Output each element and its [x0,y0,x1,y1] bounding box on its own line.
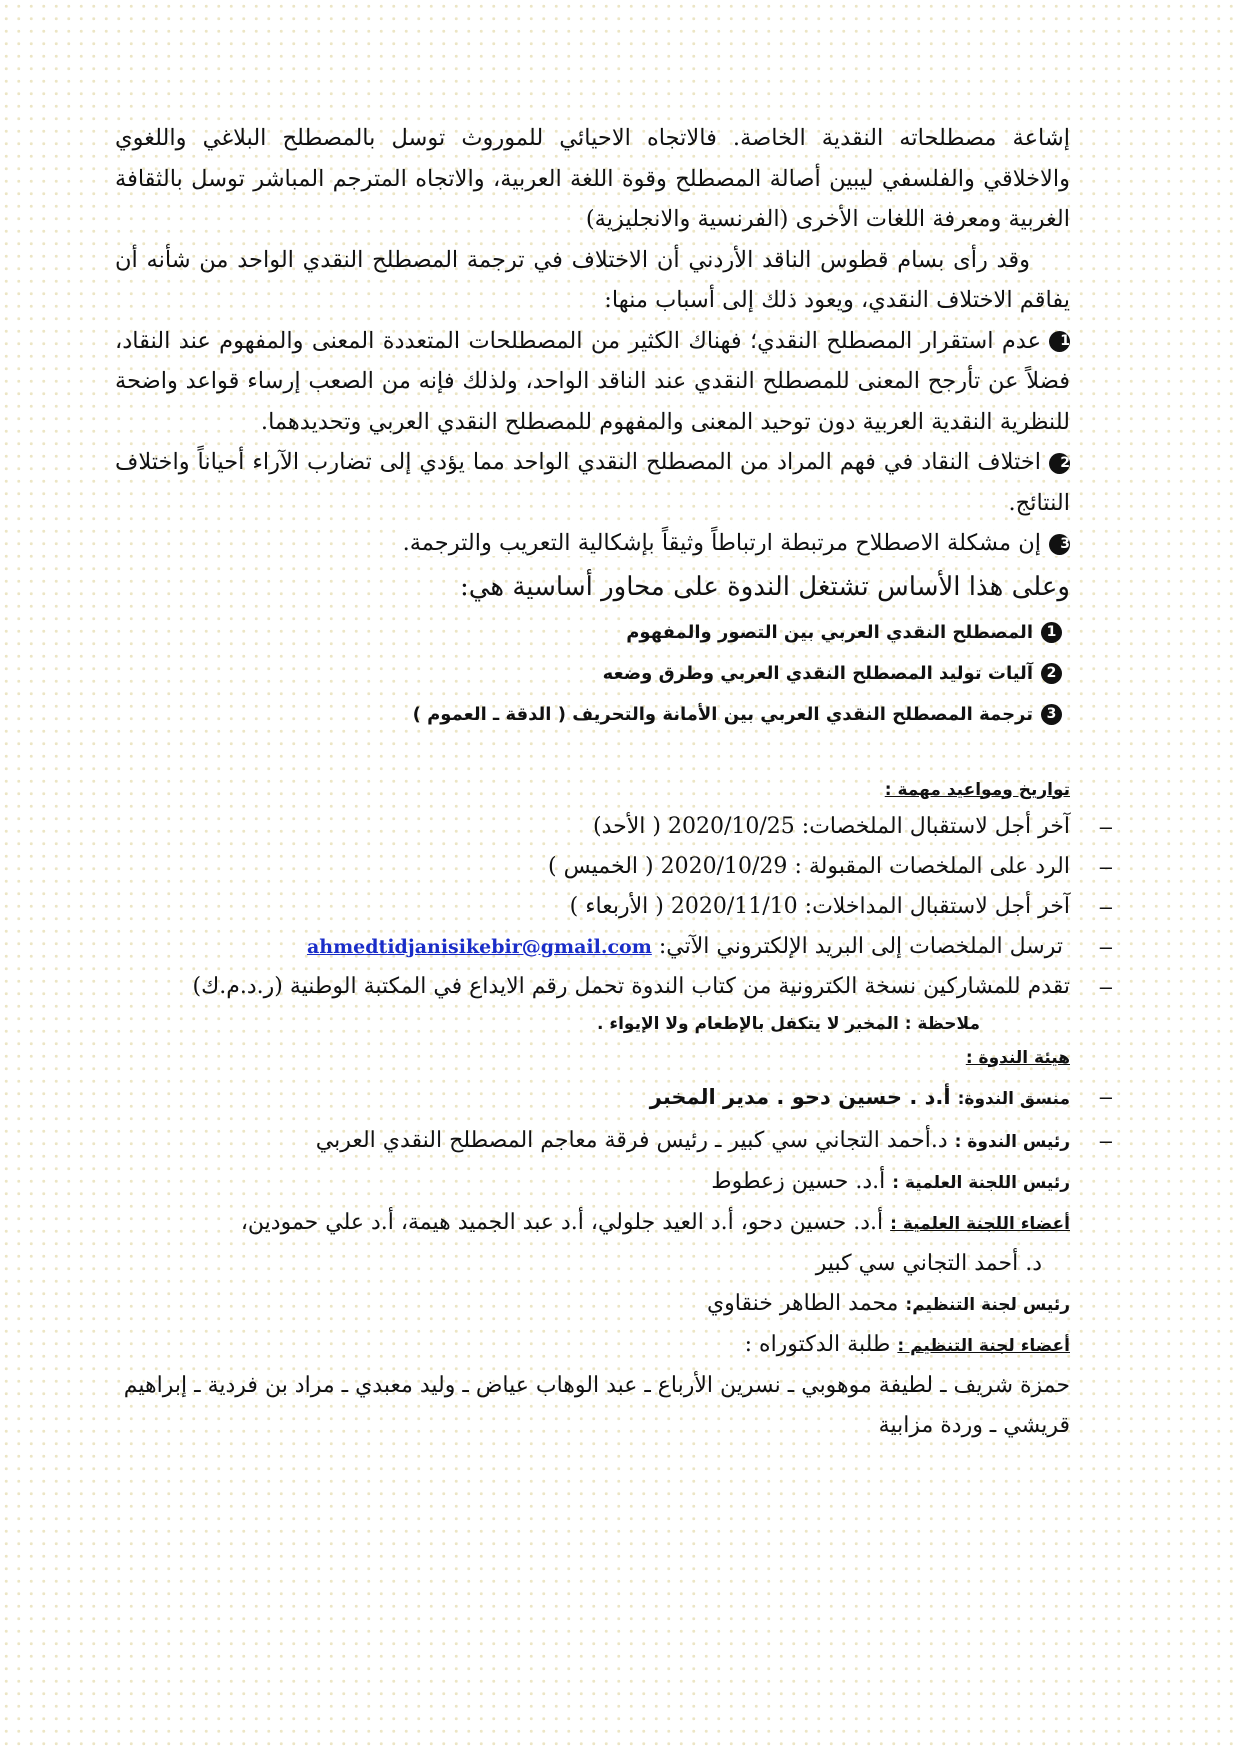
sci-members-row-2: د. أحمد التجاني سي كبير [815,1250,1042,1276]
dash-bullet-icon: – [1099,853,1112,879]
dash-bullet-icon: – [1099,973,1112,999]
book-item: – تقدم للمشاركين نسخة الكترونية من كتاب الندوة تحمل رقم الايداع في المكتبة الوطنية (ر.د.م.ك) [115,967,1070,1007]
date-value: 2020/10/29 [660,853,788,879]
date-value: 2020/10/25 [667,813,795,839]
axes-list [115,612,1070,735]
reason-text: إن مشكلة الاصطلاح مرتبطة ارتباطاً وثيقاً بإشكالية التعريب والترجمة. [402,530,1041,556]
note-text: ملاحظة : المخبر لا يتكفل بالإطعام ولا الإيواء . [597,1013,980,1034]
axis-text: المصطلح النقدي العربي بين التصور والمفهوم [626,621,1033,643]
reason-text: عدم استقرار المصطلح النقدي؛ فهناك الكثير من المصطلحات المتعددة المعنى والمفهوم عند النقاد، فضلاً عن تأرجح المعنى للمصطلح النقدي عند الناقد الواحد، ولذلك فإنه من الصعب إرساء قواعد واضحة للنظرية النقدية العربية دون توحيد المعنى والمفهوم للمصطلح النقدي العربي وتحديدهما. [115,327,1070,435]
document-page [115,118,1112,1446]
intro-paragraph-1: إشاعة مصطلحاته النقدية الخاصة. فالاتجاه الاحيائي للموروث توسل بالمصطلح البلاغي واللغوي والاخلاقي والفلسفي ليبين أصالة المصطلح وقوة اللغة العربية، والاتجاه المترجم المباشر توسل بالثقافة الغربية ومعرفة اللغات الأخرى (الفرنسية والانجليزية) [115,125,1070,232]
axis-text: ترجمة المصطلح النقدي العربي بين الأمانة والتحريف ( الدقة ـ العموم ) [412,703,1033,725]
number-2-icon: 2 [1049,453,1070,474]
coordinator-name: أ.د . حسين دحو . مدير المخبر [649,1084,951,1109]
sci-members-row: أعضاء اللجنة العلمية : أ.د. حسين دحو، أ.د العيد جلولي، أ.د عبد الجميد هيمة، أ.د علي حمودين، [240,1209,1070,1235]
committee-title: هيئة الندوة : [965,1047,1070,1068]
number-1-icon: 1 [1041,622,1062,643]
intro-paragraph-2: وقد رأى بسام قطوس الناقد الأردني أن الاختلاف في ترجمة المصطلح النقدي الواحد من شأنه أن يفاقم الاختلاف النقدي، ويعود ذلك إلى أسباب منها: [115,246,1070,313]
reason-text: اختلاف النقاد في فهم المراد من المصطلح النقدي الواحد مما يؤدي إلى تضارب الآراء أحياناً واختلاف النتائج. [115,449,1070,516]
dash-bullet-icon: – [1099,813,1112,839]
date-item: – آخر أجل لاستقبال المداخلات: 2020/11/10 ( الأربعاء ) [115,887,1070,927]
dates-title: تواريخ ومواعيد مهمة : [884,779,1070,800]
number-1-icon: 1 [1049,331,1070,352]
axis-text: آليات توليد المصطلح النقدي العربي وطرق وضعه [602,662,1033,684]
dash-bullet-icon: – [1099,893,1112,919]
coordinator-row: – منسق الندوة: أ.د . حسين دحو . مدير المخبر [115,1075,1070,1121]
dash-bullet-icon: – [1099,1083,1112,1109]
date-value: 2020/11/10 [670,893,798,919]
number-3-icon: 3 [1041,704,1062,725]
reason-item [115,442,1070,523]
dash-bullet-icon: – [1099,1127,1112,1153]
axis-item [115,612,1062,653]
dates-list [115,807,1112,1007]
org-chair-row: رئيس لجنة التنظيم: محمد الطاهر خنقاوي [706,1290,1070,1316]
axes-intro: وعلى هذا الأساس تشتغل الندوة على محاور أساسية هي: [459,571,1070,602]
committee-list [115,1075,1112,1366]
email-link[interactable]: ahmedtidjanisikebir@gmail.com [306,935,652,958]
students-list: حمزة شريف ـ لطيفة موهوبي ـ نسرين الأرباع ـ عبد الوهاب عياض ـ وليد معبدي ـ مراد بن فردية ـ إبراهيم قريشي ـ وردة مزابية [123,1372,1070,1438]
reason-item [115,321,1070,443]
sci-chair-row: رئيس اللجنة العلمية : أ.د. حسين زعطوط [711,1168,1070,1194]
date-item: – آخر أجل لاستقبال الملخصات: 2020/10/25 ( الأحد) [115,807,1070,847]
number-2-icon: 2 [1041,663,1062,684]
reason-item [115,523,1070,564]
dash-bullet-icon: – [1099,933,1112,959]
axis-item [115,694,1062,735]
axis-item [115,653,1062,694]
org-members-row: أعضاء لجنة التنظيم : طلبة الدكتوراه : [744,1331,1070,1357]
number-3-icon: 3 [1049,534,1070,555]
date-item: – الرد على الملخصات المقبولة : 2020/10/29 ( الخميس ) [115,847,1070,887]
chair-row: – رئيس الندوة : د.أحمد التجاني سي كبير ـ رئيس فرقة معاجم المصطلح النقدي العربي [115,1121,1070,1162]
reasons-list [115,321,1070,564]
email-item: – ترسل الملخصات إلى البريد الإلكتروني الآتي: ahmedtidjanisikebir@gmail.com [115,927,1070,967]
